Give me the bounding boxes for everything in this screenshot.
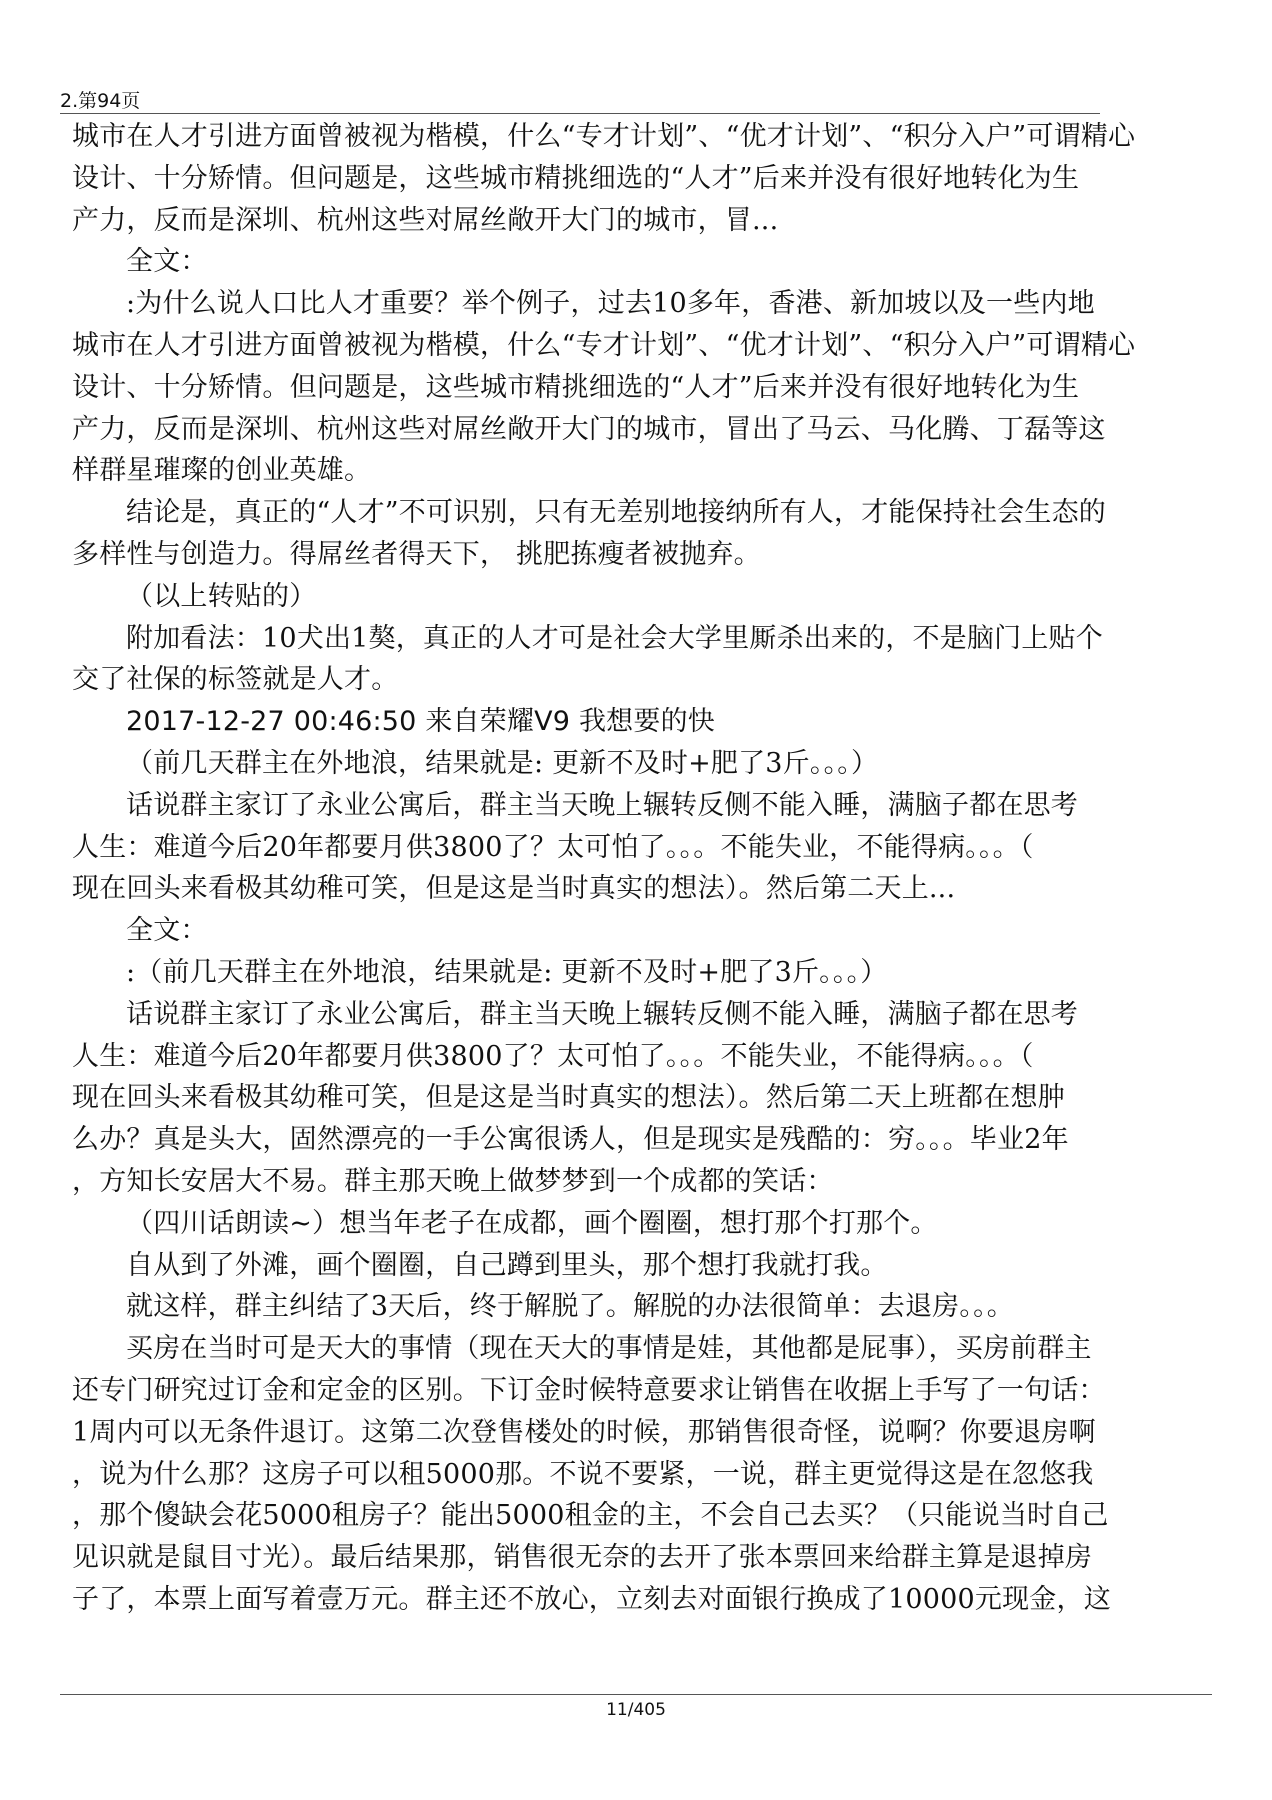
page-header (60, 90, 1100, 116)
text-line: 样群星璀璨的创业英雄。 (72, 455, 372, 487)
text-line: 话说群主家订了永业公寓后，群主当天晚上辗转反侧不能入睡，满脑子都在思考 (126, 789, 1078, 821)
text-line: 城市在人才引进方面曾被视为楷模，什么“专才计划”、“优才计划”、“积分入户”可谓精心 (72, 329, 1136, 361)
text-line: 设计、十分矫情。但问题是，这些城市精挑细选的“人才”后来并没有很好地转化为生 (72, 162, 1080, 194)
text-line: ，那个傻缺会花5000租房子？能出5000租金的主，不会自己去买？（只能说当时自己 (72, 1500, 1109, 1532)
text-line: 人生：难道今后20年都要月供3800了？太可怕了。。。不能失业，不能得病。。。（ (72, 1040, 1034, 1072)
text-line: 自从到了外滩，画个圈圈，自己蹲到里头，那个想打我就打我。 (126, 1249, 888, 1281)
text-line: 结论是，真正的“人才”不可识别，只有无差别地接纳所有人，才能保持社会生态的 (126, 497, 1107, 529)
text-line: 产力，反而是深圳、杭州这些对屌丝敞开大门的城市，冒... (72, 204, 779, 236)
text-line: 现在回头来看极其幼稚可笑，但是这是当时真实的想法）。然后第二天上班都在想肿 (72, 1082, 1065, 1114)
text-line: :（前几天群主在外地浪，结果就是: 更新不及时+肥了3斤。。。） (126, 956, 888, 988)
text-line: 全文： (126, 246, 208, 278)
text-line: 设计、十分矫情。但问题是，这些城市精挑细选的“人才”后来并没有很好地转化为生 (72, 371, 1080, 403)
text-line: 买房在当时可是天大的事情（现在天大的事情是娃，其他都是屁事），买房前群主 (126, 1333, 1092, 1365)
text-line: 话说群主家订了永业公寓后，群主当天晚上辗转反侧不能入睡，满脑子都在思考 (126, 998, 1078, 1030)
text-line: 多样性与创造力。得屌丝者得天下， 挑肥拣瘦者被抛弃。 (72, 538, 761, 570)
text-line: 全文： (126, 915, 208, 947)
text-line: （以上转贴的） (126, 580, 317, 612)
text-line: 产力，反而是深圳、杭州这些对屌丝敞开大门的城市，冒出了马云、马化腾、丁磊等这 (72, 413, 1106, 445)
text-line: 见识就是鼠目寸光）。最后结果那，销售很无奈的去开了张本票回来给群主算是退掉房 (72, 1542, 1093, 1574)
page-number: 11/405 (606, 1700, 666, 1720)
footer-divider (60, 1694, 1212, 1695)
text-line: ，说为什么那？这房子可以租5000那。不说不要紧，一说，群主更觉得这是在忽悠我 (72, 1458, 1094, 1490)
text-line: 1周内可以无条件退订。这第二次登售楼处的时候，那销售很奇怪，说啊？你要退房啊 (72, 1416, 1096, 1448)
text-line: 附加看法：10犬出1獒，真正的人才可是社会大学里厮杀出来的，不是脑门上贴个 (126, 622, 1103, 654)
text-line: ，方知长安居大不易。群主那天晚上做梦梦到一个成都的笑话： (72, 1165, 834, 1197)
text-line: 就这样，群主纠结了3天后，终于解脱了。解脱的办法很简单：去退房。。。 (126, 1291, 1014, 1323)
text-line: 么办？真是头大，固然漂亮的一手公寓很诱人，但是现实是残酷的：穷。。。毕业2年 (72, 1124, 1069, 1156)
text-line: 还专门研究过订金和定金的区别。下订金时候特意要求让销售在收据上手写了一句话： (72, 1374, 1106, 1406)
page-footer (60, 1694, 1212, 1734)
post-meta-line: 2017-12-27 00:46:50 来自荣耀V9 我想要的快 (126, 706, 715, 738)
text-line: 人生：难道今后20年都要月供3800了？太可怕了。。。不能失业，不能得病。。。（ (72, 831, 1034, 863)
section-label: 2.第94页 (60, 90, 141, 112)
text-line: 城市在人才引进方面曾被视为楷模，什么“专才计划”、“优才计划”、“积分入户”可谓精心 (72, 121, 1136, 152)
text-line: :为什么说人口比人才重要？举个例子，过去10多年，香港、新加坡以及一些内地 (126, 288, 1095, 320)
text-line: （前几天群主在外地浪，结果就是: 更新不及时+肥了3斤。。。） (126, 747, 879, 779)
text-line: （四川话朗读~）想当年老子在成都，画个圈圈，想打那个打那个。 (126, 1207, 938, 1239)
header-divider (60, 113, 1100, 114)
text-line: 交了社保的标签就是人才。 (72, 664, 399, 696)
document-body (72, 116, 1202, 1696)
text-line: 现在回头来看极其幼稚可笑，但是这是当时真实的想法）。然后第二天上... (72, 873, 956, 905)
text-line: 子了，本票上面写着壹万元。群主还不放心，立刻去对面银行换成了10000元现金，这 (72, 1583, 1111, 1615)
